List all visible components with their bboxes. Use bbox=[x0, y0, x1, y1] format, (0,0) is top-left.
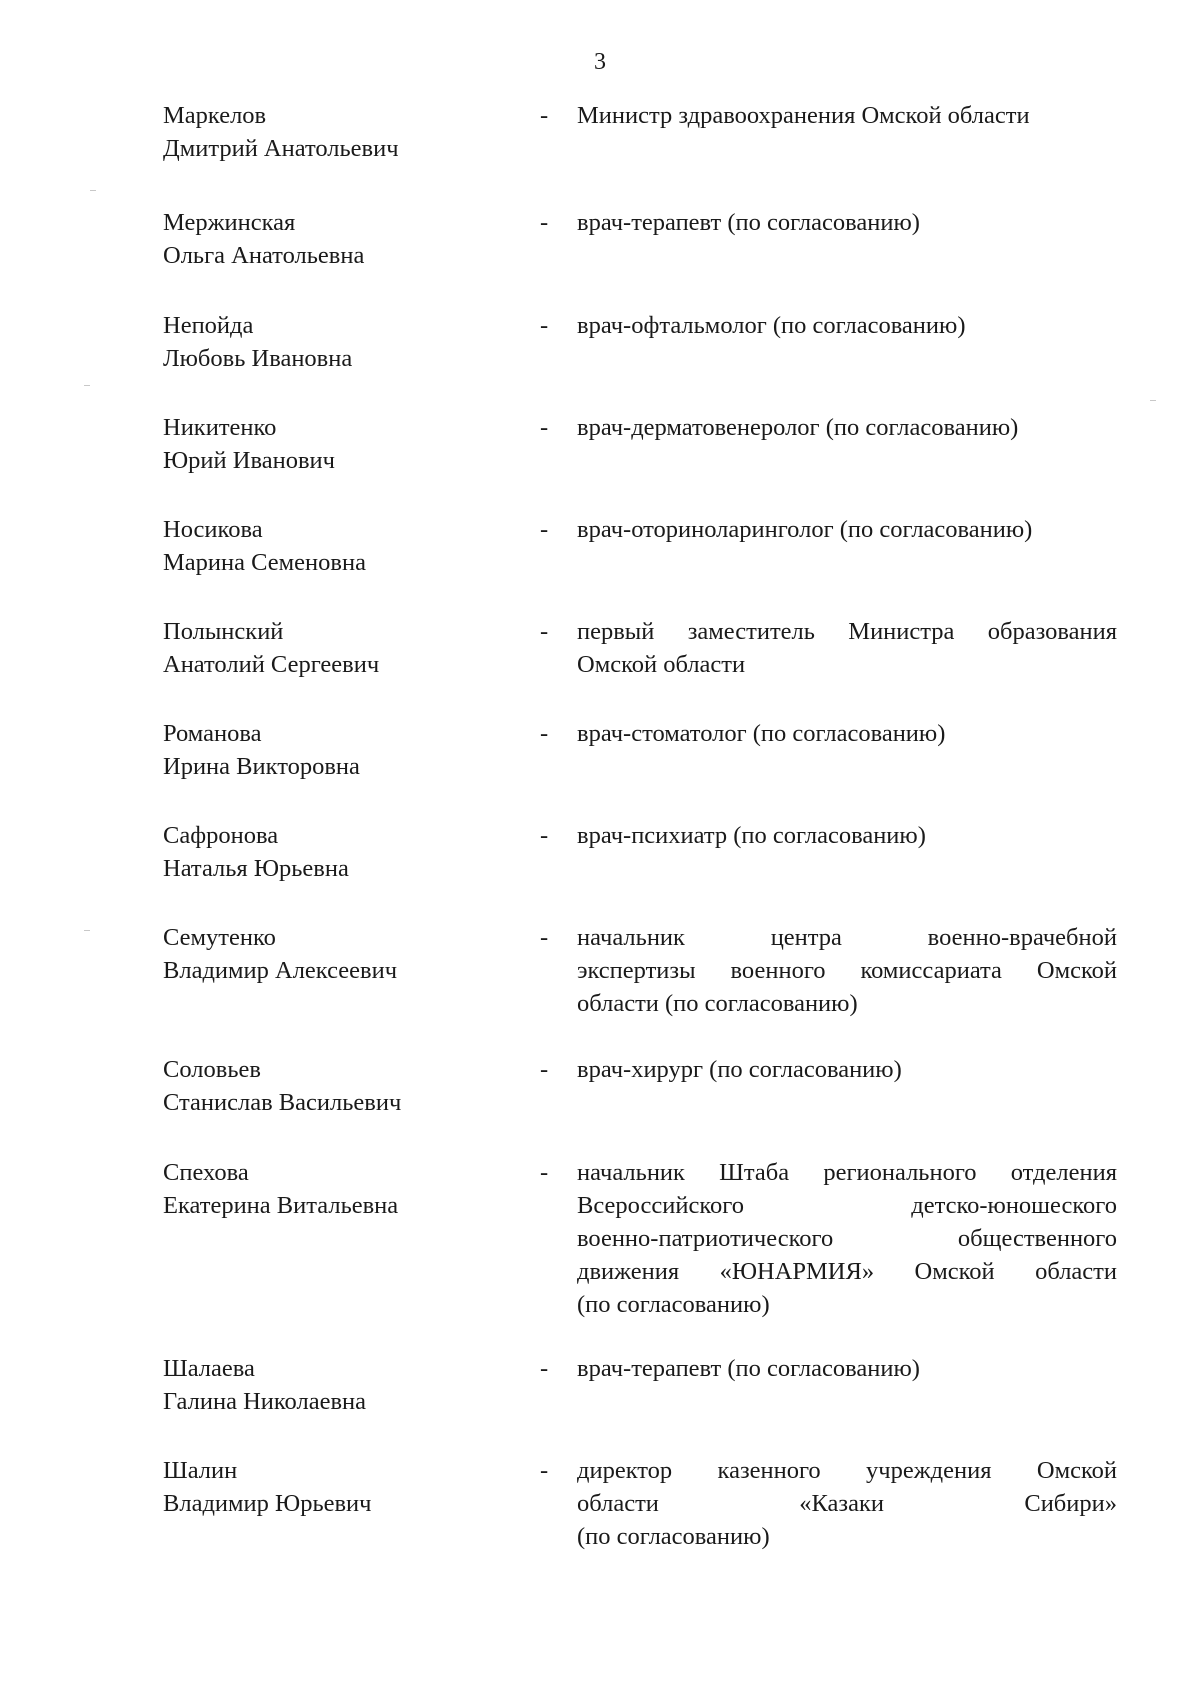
role-line: врач-терапевт (по согласованию) bbox=[577, 1355, 920, 1382]
member-surname: Соловьев bbox=[163, 1056, 261, 1083]
dash-separator: - bbox=[540, 102, 549, 129]
member-name bbox=[163, 1454, 523, 1520]
member-role bbox=[577, 206, 1117, 239]
member-given-names: Анатолий Сергеевич bbox=[163, 651, 380, 678]
page-number: 3 bbox=[594, 49, 606, 75]
member-surname: Спехова bbox=[163, 1159, 249, 1186]
member-name bbox=[163, 717, 523, 783]
member-surname: Маркелов bbox=[163, 102, 267, 129]
dash-separator: - bbox=[540, 414, 549, 441]
member-given-names: Владимир Алексеевич bbox=[163, 957, 398, 984]
member-given-names: Ирина Викторовна bbox=[163, 753, 360, 780]
role-line: экспертизы военного комиссариата Омской bbox=[577, 957, 1117, 984]
scan-mark bbox=[84, 385, 90, 386]
member-name bbox=[163, 206, 523, 272]
member-name bbox=[163, 411, 523, 477]
scan-mark bbox=[84, 930, 90, 931]
role-line: военно-патриотического общественного bbox=[577, 1225, 1117, 1252]
role-line: врач-терапевт (по согласованию) bbox=[577, 209, 920, 236]
dash-separator: - bbox=[540, 1355, 549, 1382]
role-line: (по согласованию) bbox=[577, 1291, 770, 1318]
member-role bbox=[577, 513, 1117, 546]
member-role bbox=[577, 921, 1117, 1020]
role-line: врач-офтальмолог (по согласованию) bbox=[577, 312, 966, 339]
member-surname: Сафронова bbox=[163, 822, 279, 849]
member-surname: Мержинская bbox=[163, 209, 296, 236]
dash-separator: - bbox=[540, 1159, 549, 1186]
member-role bbox=[577, 1352, 1117, 1385]
member-surname: Шалаева bbox=[163, 1355, 255, 1382]
role-line: области (по согласованию) bbox=[577, 990, 858, 1017]
dash-separator: - bbox=[540, 1056, 549, 1083]
role-line: движения «ЮНАРМИЯ» Омской области bbox=[577, 1258, 1117, 1285]
member-given-names: Владимир Юрьевич bbox=[163, 1490, 372, 1517]
role-line: врач-дерматовенеролог (по согласованию) bbox=[577, 414, 1019, 441]
member-given-names: Дмитрий Анатольевич bbox=[163, 135, 399, 162]
member-given-names: Любовь Ивановна bbox=[163, 345, 353, 372]
member-role bbox=[577, 819, 1117, 852]
member-given-names: Галина Николаевна bbox=[163, 1388, 367, 1415]
member-given-names: Екатерина Витальевна bbox=[163, 1192, 399, 1219]
role-line: Омской области bbox=[577, 651, 746, 678]
dash-separator: - bbox=[540, 720, 549, 747]
role-line: начальник центра военно-врачебной bbox=[577, 924, 1117, 951]
member-surname: Никитенко bbox=[163, 414, 277, 441]
member-role bbox=[577, 411, 1117, 444]
role-line: Министр здравоохранения Омской области bbox=[577, 102, 1030, 129]
member-given-names: Ольга Анатольевна bbox=[163, 242, 365, 269]
dash-separator: - bbox=[540, 822, 549, 849]
role-line: первый заместитель Министра образования bbox=[577, 618, 1117, 645]
member-name bbox=[163, 921, 523, 987]
member-surname: Романова bbox=[163, 720, 262, 747]
dash-separator: - bbox=[540, 516, 549, 543]
role-line: врач-оториноларинголог (по согласованию) bbox=[577, 516, 1033, 543]
member-surname: Носикова bbox=[163, 516, 263, 543]
scan-mark bbox=[1150, 400, 1156, 401]
member-given-names: Юрий Иванович bbox=[163, 447, 335, 474]
member-name bbox=[163, 1053, 523, 1119]
role-line: Всероссийского детско-юношеского bbox=[577, 1192, 1117, 1219]
member-given-names: Наталья Юрьевна bbox=[163, 855, 349, 882]
role-line: директор казенного учреждения Омской bbox=[577, 1457, 1117, 1484]
member-surname: Шалин bbox=[163, 1457, 238, 1484]
member-role bbox=[577, 1454, 1117, 1553]
dash-separator: - bbox=[540, 924, 549, 951]
member-role bbox=[577, 1156, 1117, 1321]
dash-separator: - bbox=[540, 209, 549, 236]
role-line: (по согласованию) bbox=[577, 1523, 770, 1550]
role-line: врач-психиатр (по согласованию) bbox=[577, 822, 926, 849]
member-role bbox=[577, 717, 1117, 750]
dash-separator: - bbox=[540, 1457, 549, 1484]
member-role bbox=[577, 309, 1117, 342]
member-surname: Семутенко bbox=[163, 924, 276, 951]
member-name bbox=[163, 1352, 523, 1418]
member-surname: Полынский bbox=[163, 618, 284, 645]
member-name bbox=[163, 513, 523, 579]
member-given-names: Марина Семеновна bbox=[163, 549, 366, 576]
member-role bbox=[577, 615, 1117, 681]
dash-separator: - bbox=[540, 312, 549, 339]
role-line: области «Казаки Сибири» bbox=[577, 1490, 1117, 1517]
member-role bbox=[577, 99, 1117, 132]
member-name bbox=[163, 1156, 523, 1222]
member-surname: Непойда bbox=[163, 312, 254, 339]
scan-mark bbox=[90, 190, 96, 191]
member-name bbox=[163, 309, 523, 375]
dash-separator: - bbox=[540, 618, 549, 645]
role-line: врач-хирург (по согласованию) bbox=[577, 1056, 902, 1083]
member-name bbox=[163, 99, 523, 165]
member-given-names: Станислав Васильевич bbox=[163, 1089, 402, 1116]
role-line: врач-стоматолог (по согласованию) bbox=[577, 720, 946, 747]
member-role bbox=[577, 1053, 1117, 1086]
member-name bbox=[163, 819, 523, 885]
member-name bbox=[163, 615, 523, 681]
role-line: начальник Штаба регионального отделения bbox=[577, 1159, 1117, 1186]
